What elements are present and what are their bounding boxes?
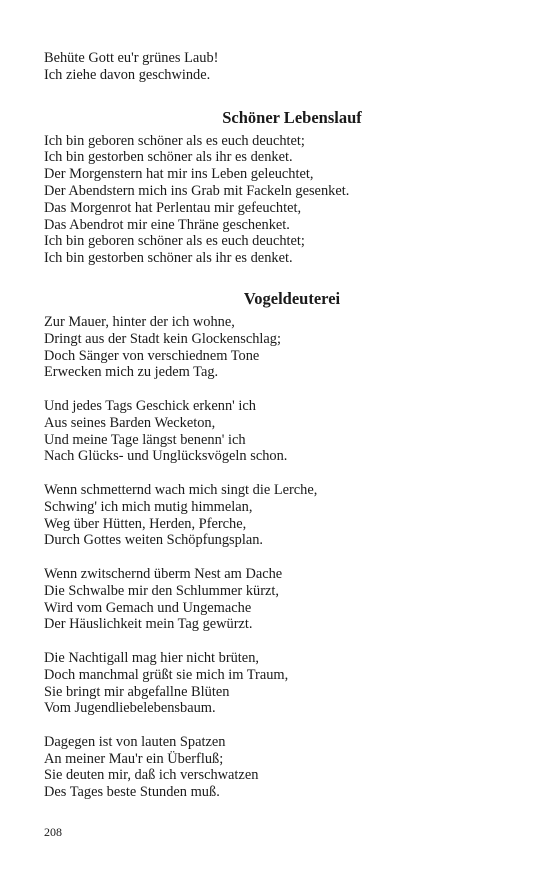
- stanza-gap: [44, 549, 514, 566]
- verse-line: Sie bringt mir abgefallne Blüten: [44, 683, 230, 700]
- verse-line: Das Abendrot mir eine Thräne geschenket.: [44, 216, 290, 233]
- page-number: 208: [44, 825, 62, 839]
- verse-line: Aus seines Barden Wecketon,: [44, 414, 216, 431]
- verse-line: Ich bin gestorben schöner als ihr es denket.: [44, 149, 293, 166]
- stanza-gap: [44, 381, 514, 398]
- stanza-gap: [44, 633, 514, 650]
- poem-stanza: [44, 482, 514, 549]
- verse-line: Durch Gottes weiten Schöpfungsplan.: [44, 532, 264, 549]
- verse-line: Ich bin gestorben schöner als ihr es denket.: [44, 250, 293, 267]
- verse-line: An meiner Mau'r ein Überfluß;: [44, 750, 224, 767]
- stanza-gap: [44, 465, 514, 482]
- verse-line: Ich bin geboren schöner als es euch deuchtet;: [44, 132, 305, 149]
- verse-line: Doch manchmal grüßt sie mich im Traum,: [44, 666, 289, 683]
- verse-line: Erwecken mich zu jedem Tag.: [44, 364, 219, 381]
- stanza-gap: [44, 717, 514, 734]
- poem-title: Vogeldeuterei: [243, 288, 341, 308]
- poem-stanza: [44, 133, 514, 267]
- verse-line: Vom Jugendliebelebensbaum.: [44, 700, 216, 717]
- verse-line: Sie deuten mir, daß ich verschwatzen: [44, 767, 259, 784]
- verse-line: Wenn schmetternd wach mich singt die Lerche,: [44, 481, 318, 498]
- verse-line: Dagegen ist von lauten Spatzen: [44, 733, 226, 750]
- verse-line: Des Tages beste Stunden muß.: [44, 784, 220, 801]
- intro-stanza: [44, 50, 514, 84]
- verse-line: Der Häuslichkeit mein Tag gewürzt.: [44, 616, 253, 633]
- verse-line: Wenn zwitschernd überm Nest am Dache: [44, 565, 283, 582]
- verse-line: Zur Mauer, hinter der ich wohne,: [44, 313, 235, 330]
- poem-stanza: [44, 398, 514, 465]
- verse-line: Ich ziehe davon geschwinde.: [44, 66, 211, 83]
- verse-line: Die Schwalbe mir den Schlummer kürzt,: [44, 582, 279, 599]
- verse-line: Der Morgenstern hat mir ins Leben geleuchtet,: [44, 166, 314, 183]
- verse-line: Und meine Tage längst benenn' ich: [44, 431, 246, 448]
- poem-stanza: [44, 566, 514, 633]
- poem-stanza: [44, 650, 514, 717]
- verse-line: Die Nachtigall mag hier nicht brüten,: [44, 649, 259, 666]
- poem-stanza: [44, 314, 514, 381]
- verse-line: Schwing' ich mich mutig himmelan,: [44, 498, 253, 515]
- poem-stanza: [44, 734, 514, 801]
- verse-line: Doch Sänger von verschiednem Tone: [44, 347, 260, 364]
- verse-line: Wird vom Gemach und Ungemache: [44, 599, 252, 616]
- verse-line: Das Morgenrot hat Perlentau mir gefeuchtet,: [44, 199, 302, 216]
- verse-line: Und jedes Tags Geschick erkenn' ich: [44, 397, 256, 414]
- verse-line: Der Abendstern mich ins Grab mit Fackeln gesenket.: [44, 182, 350, 199]
- poem-title: Schöner Lebenslauf: [222, 107, 362, 127]
- verse-line: Behüte Gott eu'r grünes Laub!: [44, 50, 219, 66]
- verse-line: Dringt aus der Stadt kein Glockenschlag;: [44, 330, 281, 347]
- verse-line: Ich bin geboren schöner als es euch deuchtet;: [44, 233, 305, 250]
- page-body: [44, 50, 514, 801]
- verse-line: Nach Glücks- und Unglücksvögeln schon.: [44, 448, 288, 465]
- verse-line: Weg über Hütten, Herden, Pferche,: [44, 515, 247, 532]
